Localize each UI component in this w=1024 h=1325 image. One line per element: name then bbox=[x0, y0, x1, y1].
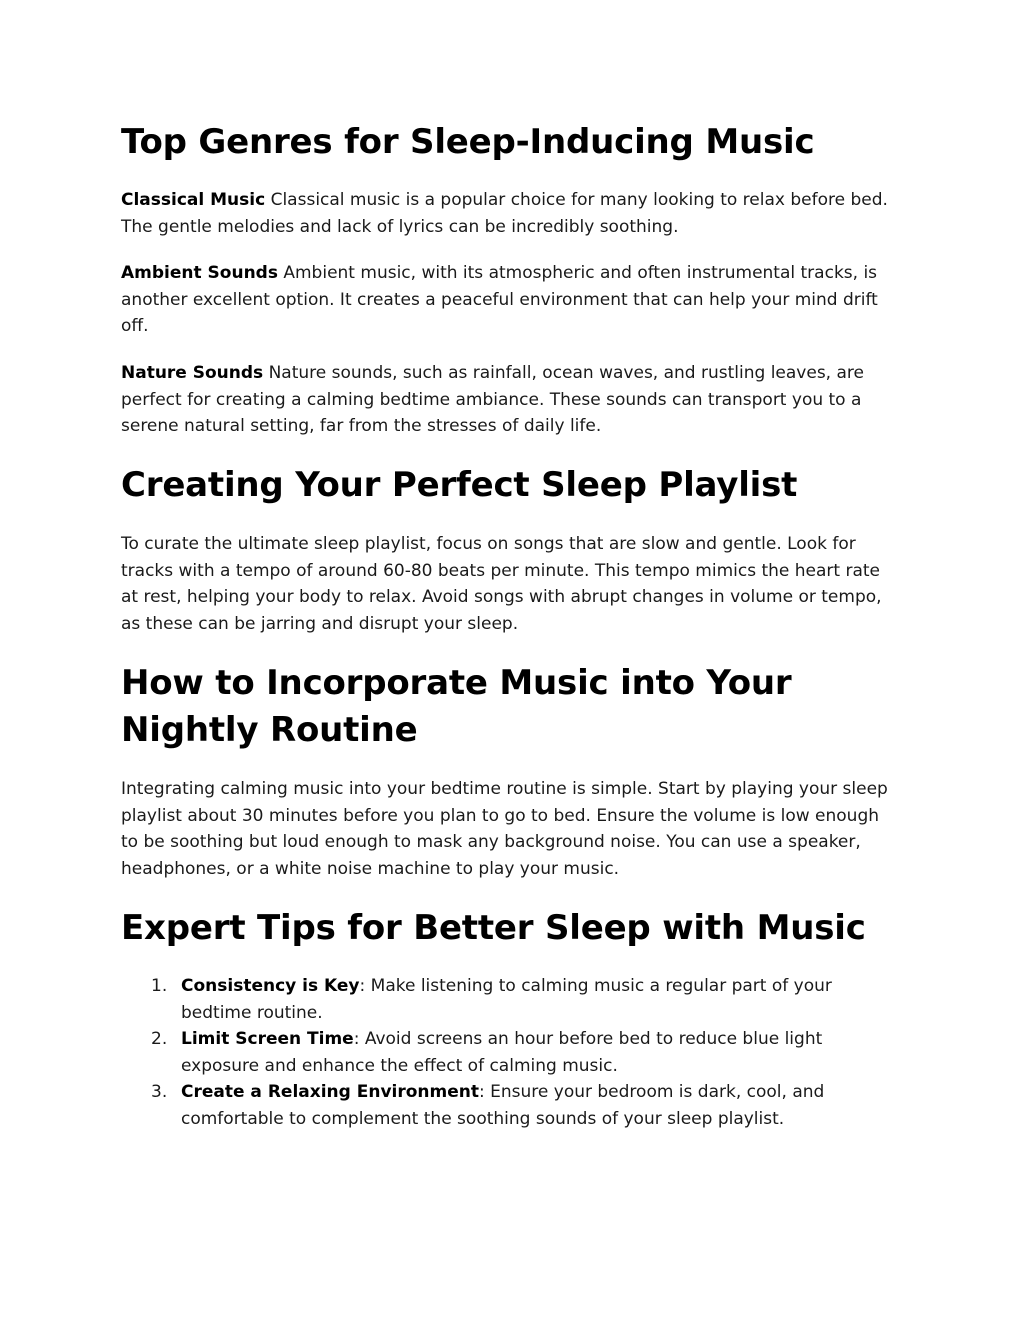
section-heading-genres: Top Genres for Sleep-Inducing Music bbox=[121, 122, 815, 162]
tip-term: Create a Relaxing Environment bbox=[181, 1082, 479, 1102]
genre-paragraph-nature bbox=[121, 360, 901, 440]
tip-description: : Avoid screens an hour before bed to reduce blue light exposure and enhance the effect of calming music. bbox=[181, 1029, 823, 1076]
list-number: 1. bbox=[151, 976, 168, 996]
genre-paragraph-classical bbox=[121, 187, 901, 240]
tip-term: Limit Screen Time bbox=[181, 1029, 354, 1049]
genre-description: Nature sounds, such as rainfall, ocean waves, and rustling leaves, are perfect for creating a calming bedtime ambiance. These sounds can transport you to a serene natural setting, far from the stresses of daily life. bbox=[121, 363, 864, 436]
genre-description: Classical music is a popular choice for many looking to relax before bed. The gentle melodies and lack of lyrics can be incredibly soothing. bbox=[121, 190, 888, 237]
list-item bbox=[121, 973, 881, 1026]
list-item bbox=[121, 1079, 881, 1132]
routine-paragraph: Integrating calming music into your bedtime routine is simple. Start by playing your sleep playlist about 30 minutes before you plan to go to bed. Ensure the volume is low enough to be soothing but loud enough to mask any background noise. You can use a speaker, headphones, or a white noise machine to play your music. bbox=[121, 779, 888, 879]
genre-term: Nature Sounds bbox=[121, 363, 264, 383]
genre-paragraph-ambient bbox=[121, 260, 901, 340]
tip-term: Consistency is Key bbox=[181, 976, 360, 996]
section-heading-routine: How to Incorporate Music into Your Nightly Routine bbox=[121, 663, 792, 750]
tip-description: : Ensure your bedroom is dark, cool, and comfortable to complement the soothing sounds of your sleep playlist. bbox=[181, 1082, 825, 1129]
list-number: 3. bbox=[151, 1082, 168, 1102]
list-item bbox=[121, 1026, 881, 1079]
tips-list bbox=[121, 973, 881, 1132]
playlist-paragraph: To curate the ultimate sleep playlist, focus on songs that are slow and gentle. Look for tracks with a tempo of around 60-80 beats per minute. This tempo mimics the heart rate at rest, helping your body to relax. Avoid songs with abrupt changes in volume or tempo, as these can be jarring and disrupt your sleep. bbox=[121, 534, 882, 634]
section-heading-tips: Expert Tips for Better Sleep with Music bbox=[121, 908, 866, 948]
list-number: 2. bbox=[151, 1029, 168, 1049]
tip-description: : Make listening to calming music a regular part of your bedtime routine. bbox=[181, 976, 832, 1023]
genre-description: Ambient music, with its atmospheric and often instrumental tracks, is another excellent option. It creates a peaceful environment that can help your mind drift off. bbox=[121, 263, 878, 336]
genre-term: Classical Music bbox=[121, 190, 266, 210]
genre-term: Ambient Sounds bbox=[121, 263, 278, 283]
section-heading-playlist: Creating Your Perfect Sleep Playlist bbox=[121, 465, 798, 505]
